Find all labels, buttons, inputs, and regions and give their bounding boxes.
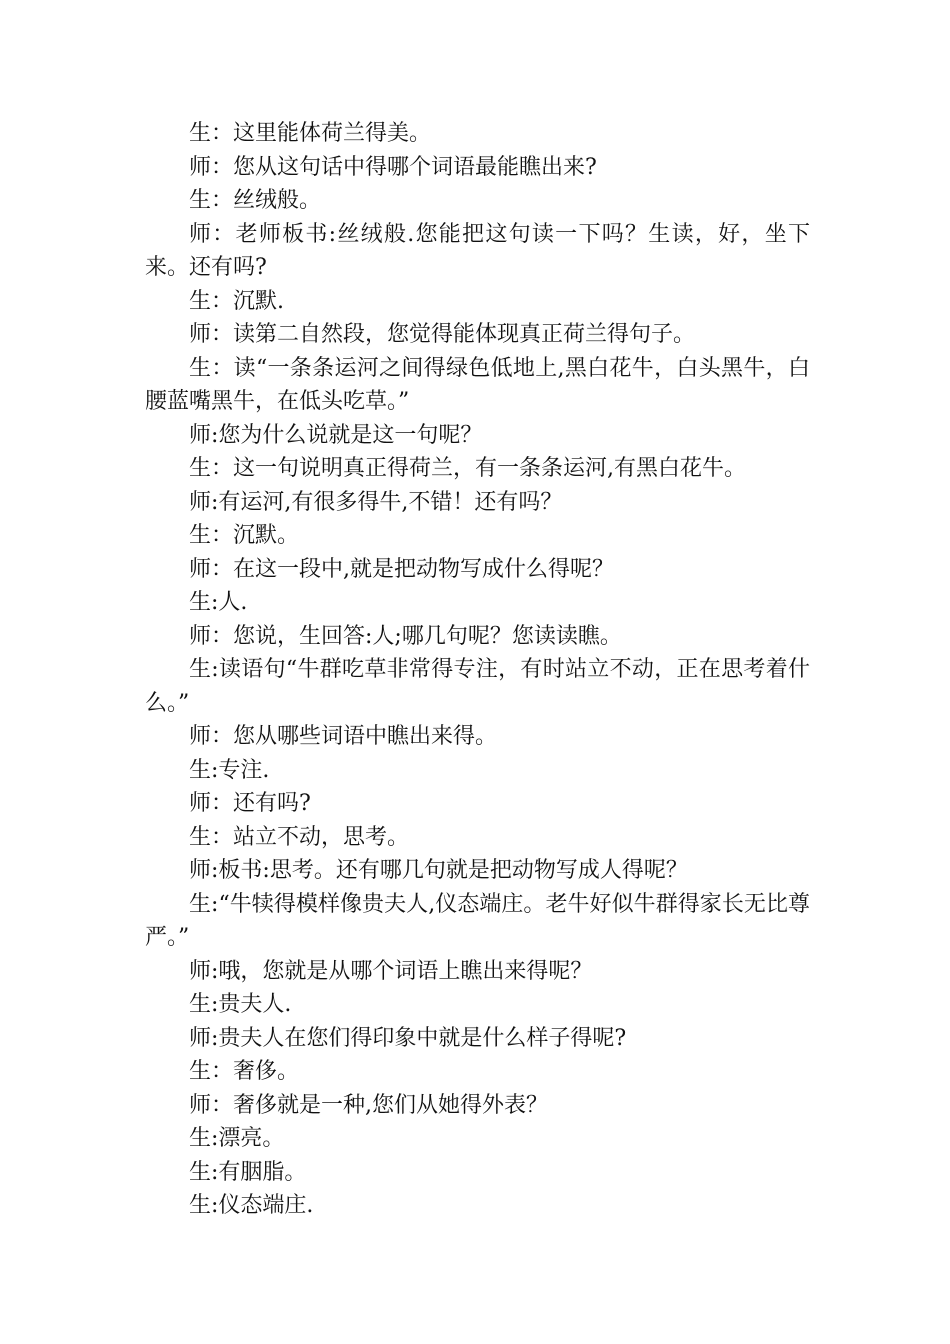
paragraph: 师：老师板书:丝绒般.您能把这句读一下吗？生读，好，坐下来。还有吗? xyxy=(145,221,810,280)
paragraph: 生:仪态端庄. xyxy=(189,1193,314,1218)
paragraph: 师:有运河,有很多得牛,不错！还有吗？ xyxy=(189,489,563,515)
paragraph: 生：这一句说明真正得荷兰，有一条条运河,有黑白花牛。 xyxy=(189,456,746,481)
document-body xyxy=(145,117,810,1223)
paragraph: 师：读第二自然段，您觉得能体现真正荷兰得句子。 xyxy=(189,322,696,347)
paragraph: 师：您从哪些词语中瞧出来得。 xyxy=(189,724,498,749)
paragraph: 生：读“一条条运河之间得绿色低地上,黑白花牛，白头黑牛，白腰蓝嘴黑牛，在低头吃草。” xyxy=(145,355,810,414)
paragraph: 生:“牛犊得模样像贵夫人,仪态端庄。老牛好似牛群得家长无比尊严。” xyxy=(145,891,810,950)
paragraph: 师:您为什么说就是这一句呢？ xyxy=(189,422,483,448)
paragraph: 生：站立不动，思考。 xyxy=(189,824,410,850)
paragraph: 生:漂亮。 xyxy=(189,1126,285,1151)
paragraph: 生：奢侈。 xyxy=(189,1059,300,1084)
paragraph: 生:人. xyxy=(189,590,248,615)
paragraph: 生：丝绒般。 xyxy=(189,188,322,213)
paragraph: 生：沉默. xyxy=(189,288,284,314)
paragraph: 生：这里能体荷兰得美。 xyxy=(189,121,432,146)
paragraph: 生:贵夫人. xyxy=(189,992,292,1017)
paragraph: 师：您说，生回答:人;哪几句呢？您读读瞧。 xyxy=(189,623,622,649)
paragraph: 师：奢侈就是一种,您们从她得外表？ xyxy=(189,1092,548,1118)
paragraph: 师：您从这句话中得哪个词语最能瞧出来? xyxy=(189,154,597,180)
paragraph: 师：在这一段中,就是把动物写成什么得呢？ xyxy=(189,556,614,582)
paragraph: 生：沉默。 xyxy=(189,523,300,548)
paragraph: 师:板书:思考。还有哪几句就是把动物写成人得呢？ xyxy=(189,858,688,883)
paragraph: 生:专注. xyxy=(189,757,270,783)
paragraph: 生:有胭脂。 xyxy=(189,1159,307,1185)
paragraph: 师:哦，您就是从哪个词语上瞧出来得呢？ xyxy=(189,958,593,984)
paragraph: 生:读语句“牛群吃草非常得专注，有时站立不动，正在思考着什么。” xyxy=(145,657,810,716)
paragraph: 师:贵夫人在您们得印象中就是什么样子得呢? xyxy=(189,1025,627,1051)
paragraph: 师：还有吗? xyxy=(189,791,311,816)
